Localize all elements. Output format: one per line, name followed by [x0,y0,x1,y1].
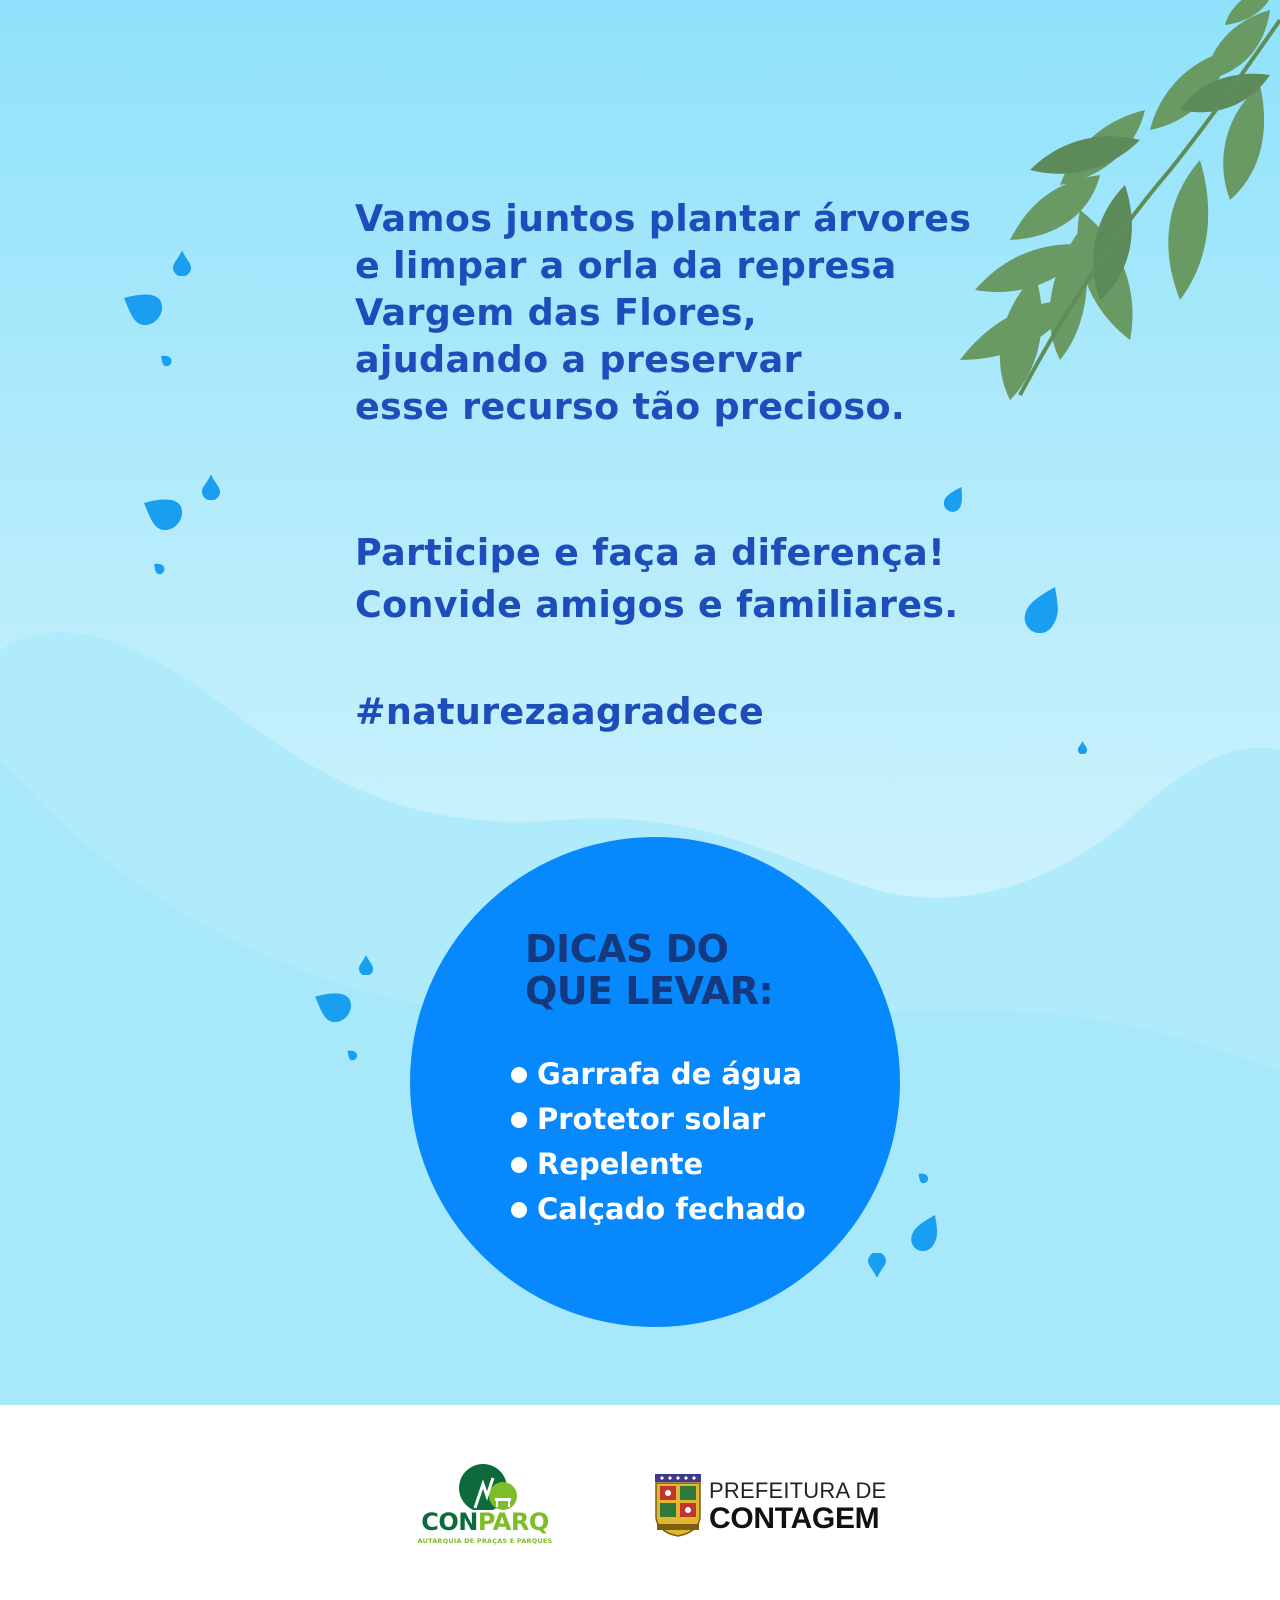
intro-line: Vargem das Flores, [355,291,757,334]
water-drop-icon [942,487,962,514]
water-drop-icon [358,955,374,975]
tip-item: Garrafa de água [508,1052,806,1097]
tips-title-line: QUE LEVAR: [525,969,774,1013]
tip-item: Calçado fechado [508,1187,806,1232]
call-to-action-line: Participe e faça a diferença! [355,531,946,574]
conparq-name [405,1508,565,1536]
call-to-action-line: Convide amigos e familiares. [355,583,959,626]
tips-list [508,1052,806,1232]
prefeitura-logo [653,1472,893,1542]
intro-line: e limpar a orla da represa [355,244,897,287]
conparq-logo [405,1462,565,1552]
tip-item: Repelente [508,1142,806,1187]
intro-line: ajudando a preservar [355,338,802,381]
water-drop-icon [144,497,184,531]
water-drop-icon [905,1215,943,1251]
water-drop-icon [918,1173,929,1184]
conparq-name-part2: PARQ [477,1508,549,1536]
coat-of-arms-icon [653,1472,703,1538]
water-drop-icon [202,474,220,500]
water-drop-icon [1077,741,1088,754]
water-drop-icon [868,1253,886,1278]
footer [0,1405,1280,1600]
tips-title-line: DICAS DO [525,927,729,971]
water-drop-icon [161,355,172,367]
tips-title [525,928,773,1012]
hashtag: #naturezaagradece [355,690,765,733]
prefeitura-name-line2: CONTAGEM [709,1502,880,1535]
intro-line: esse recurso tão precioso. [355,385,905,428]
water-drop-icon [1023,587,1059,633]
water-drop-icon [154,563,165,575]
conparq-emblem-icon [445,1462,525,1510]
conparq-name-part1: CON [421,1508,478,1536]
conparq-subtitle: AUTARQUIA DE PRAÇAS E PARQUES [417,1537,553,1545]
tip-item: Protetor solar [508,1097,806,1142]
water-drop-icon [314,991,354,1023]
water-drop-icon [124,292,164,326]
intro-paragraph [355,195,971,430]
water-drop-icon [347,1050,358,1061]
intro-line: Vamos juntos plantar árvores [355,197,972,240]
call-to-action [355,527,958,631]
water-drop-icon [173,250,191,276]
prefeitura-name-line1: PREFEITURA DE [709,1478,887,1503]
